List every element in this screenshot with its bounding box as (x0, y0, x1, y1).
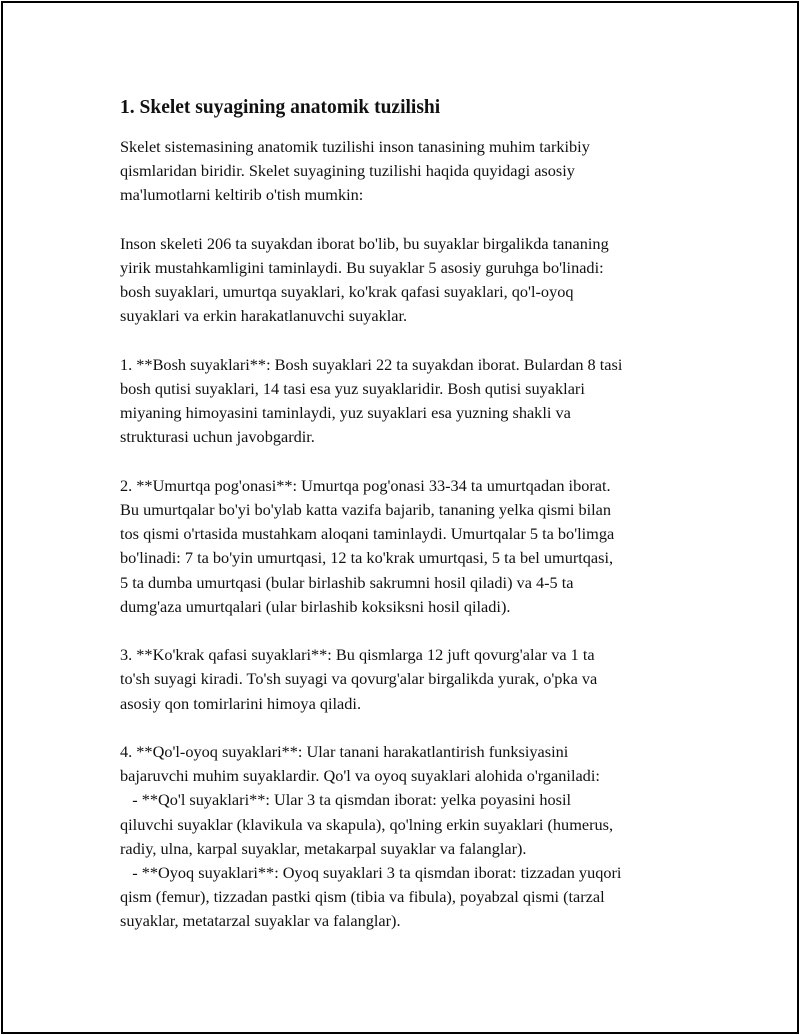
text-line: 4. **Qo'l-oyoq suyaklari**: Ular tanani harakatlantirish funksiyasini (120, 742, 569, 761)
text-line: qiluvchi suyaklar (klavikula va skapula), qo'lning erkin suyaklari (humerus, (120, 814, 614, 834)
text-line: Skelet sistemasining anatomik tuzilishi inson tanasining muhim tarkibiy (120, 137, 590, 156)
paragraph (120, 232, 700, 329)
text-line: 5 ta dumba umurtqasi (bular birlashib sakrumni hosil qiladi) va 4-5 ta (120, 572, 574, 592)
paragraph (120, 643, 700, 716)
text-line: ma'lumotlarni keltirib o'tish mumkin: (120, 185, 364, 205)
text-line: radiy, ulna, karpal suyaklar, metakarpal suyaklar va falanglar). (120, 838, 527, 858)
text-line: asosiy qon tomirlarini himoya qiladi. (120, 693, 362, 713)
paragraph-list (120, 135, 700, 934)
text-line: qism (femur), tizzadan pastki qism (tibia va fibula), poyabzal qismi (tarzal (120, 887, 605, 907)
text-line: to'sh suyagi kiradi. To'sh suyagi va qovurg'alar birgalikda yurak, o'pka va (120, 669, 598, 689)
text-line: 3. **Ko'krak qafasi suyaklari**: Bu qismlarga 12 juft qovurg'alar va 1 ta (120, 645, 595, 665)
text-line: yirik mustahkamligini taminlaydi. Bu suyaklar 5 asosiy guruhga bo'linadi: (120, 258, 604, 277)
text-line: - **Qo'l suyaklari**: Ular 3 ta qismdan iborat: yelka poyasini hosil (120, 790, 572, 810)
document-title: 1. Skelet suyagining anatomik tuzilishi (120, 97, 441, 118)
text-line: - **Oyoq suyaklari**: Oyoq suyaklari 3 ta qismdan iborat: tizzadan yuqori (120, 863, 622, 883)
text-line: bo'linadi: 7 ta bo'yin umurtqasi, 12 ta ko'krak umurtqasi, 5 ta bel umurtqasi, (120, 548, 614, 568)
document-body (120, 95, 700, 958)
text-line: qismlaridan biridir. Skelet suyagining tuzilishi haqida quyidagi asosiy (120, 161, 575, 181)
text-line: strukturasi uchun javobgardir. (120, 427, 315, 447)
text-line: bosh suyaklari, umurtqa suyaklari, ko'krak qafasi suyaklari, qo'l-oyoq (120, 282, 574, 302)
text-line: Bu umurtqalar bo'yi bo'ylab katta vazifa bajarib, tananing yelka qismi bilan (120, 500, 611, 519)
text-line: bajaruvchi muhim suyaklardir. Qo'l va oyoq suyaklari alohida o'rganiladi: (120, 766, 600, 786)
page-frame (1, 1, 799, 1034)
paragraph (120, 135, 700, 208)
text-line: suyaklari va erkin harakatlanuvchi suyaklar. (120, 306, 408, 326)
paragraph (120, 353, 700, 450)
text-line: Inson skeleti 206 ta suyakdan iborat bo'lib, bu suyaklar birgalikda tananing (120, 233, 609, 253)
text-line: suyaklar, metatarzal suyaklar va falanglar). (120, 911, 401, 931)
text-line: dumg'aza umurtqalari (ular birlashib koksiksni hosil qiladi). (120, 596, 511, 616)
text-line: miyaning himoyasini taminlaydi, yuz suyaklari esa yuzning shakli va (120, 403, 571, 423)
paragraph (120, 740, 700, 934)
text-line: 1. **Bosh suyaklari**: Bosh suyaklari 22 ta suyakdan iborat. Bulardan 8 tasi (120, 354, 623, 374)
text-line: tos qismi o'rtasida mustahkam aloqani taminlaydi. Umurtqalar 5 ta bo'limga (120, 524, 615, 544)
text-line: 2. **Umurtqa pog'onasi**: Umurtqa pog'onasi 33-34 ta umurtqadan iborat. (120, 475, 611, 495)
text-line: bosh qutisi suyaklari, 14 tasi esa yuz suyaklaridir. Bosh qutisi suyaklari (120, 379, 585, 398)
paragraph (120, 474, 700, 619)
